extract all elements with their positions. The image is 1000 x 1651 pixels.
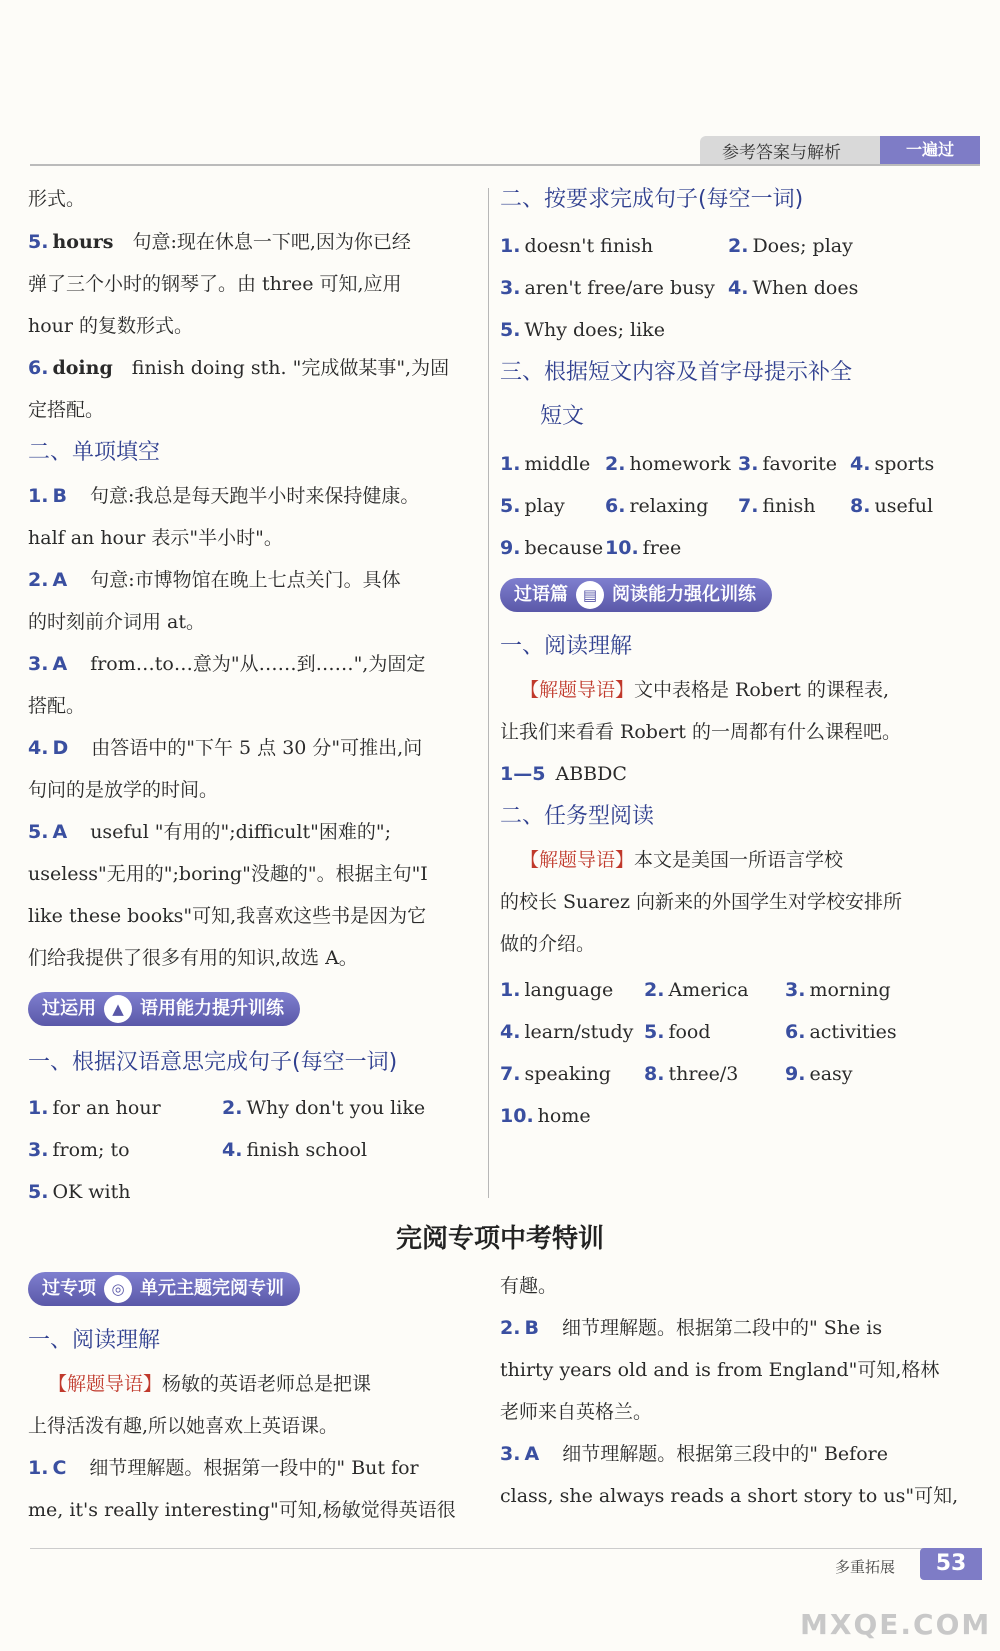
answer-item: 4. When does <box>728 277 859 299</box>
section-heading: 二、单项填空 <box>28 440 161 465</box>
answer-item: 10. home <box>500 1105 591 1127</box>
section-pill-application: 过运用 ▲ 语用能力提升训练 <box>28 992 300 1026</box>
answer-item: 1. language <box>500 979 614 1001</box>
answer-item: 2. homework <box>605 453 731 475</box>
answer-item: 9. easy <box>785 1063 853 1085</box>
answer-item: 3. from; to <box>28 1139 130 1161</box>
answer-item: 3. A 细节理解题。根据第三段中的" Before <box>500 1443 888 1465</box>
page-number: 53 <box>920 1548 982 1580</box>
answer-item: 2. B 细节理解题。根据第二段中的" She is <box>500 1317 883 1339</box>
header-title: 参考答案与解析 <box>722 143 841 163</box>
answer-item: 10. free <box>605 537 682 559</box>
section-heading: 一、阅读理解 <box>500 634 633 659</box>
answer-item: 1. C 细节理解题。根据第一段中的" But for <box>28 1457 419 1479</box>
answer-item: 1—5 ABBDC <box>500 763 627 785</box>
header-rule <box>30 164 980 166</box>
answer-line: class, she always reads a short story to us"可知, <box>500 1485 959 1507</box>
footer-rule <box>30 1548 980 1549</box>
guide-line: 做的介绍。 <box>500 933 596 955</box>
answer-line: hour 的复数形式。 <box>28 315 194 337</box>
section-pill-special: 过专项 ◎ 单元主题完阅专训 <box>28 1272 300 1306</box>
answer-item: 6. activities <box>785 1021 897 1043</box>
answer-item: 8. useful <box>850 495 934 517</box>
answer-item: 8. three/3 <box>644 1063 739 1085</box>
answer-item: 1. for an hour <box>28 1097 161 1119</box>
chart-icon: ▲ <box>104 995 132 1023</box>
answer-item: 1. middle <box>500 453 591 475</box>
bottom-title: 完阅专项中考特训 <box>395 1224 604 1254</box>
answer-line: useless"无用的";boring"没趣的"。根据主句"I <box>28 863 428 885</box>
answer-line: 们给我提供了很多有用的知识,故选 A。 <box>28 947 358 969</box>
answer-item: 9. because <box>500 537 604 559</box>
answer-item: 5. play <box>500 495 565 517</box>
section-heading-cont: 短文 <box>540 404 585 429</box>
answer-line: me, it's really interesting"可知,杨敏觉得英语很 <box>28 1499 456 1521</box>
answer-line: 老师来自英格兰。 <box>500 1401 653 1423</box>
answer-item: 1. B 句意:我总是每天跑半小时来保持健康。 <box>28 485 420 507</box>
answer-line: 句问的是放学的时间。 <box>28 779 219 801</box>
answer-item: 7. speaking <box>500 1063 611 1085</box>
answer-line: 定搭配。 <box>28 399 105 421</box>
guide-line: 的校长 Suarez 向新来的外国学生对学校安排所 <box>500 891 902 913</box>
answer-item: 2. Why don't you like <box>222 1097 426 1119</box>
answer-item: 7. finish <box>738 495 816 517</box>
answer-line: thirty years old and is from England"可知,格林 <box>500 1359 940 1381</box>
guide-line: 上得活泼有趣,所以她喜欢上英语课。 <box>28 1415 339 1437</box>
answer-item: 5. hours 句意:现在休息一下吧,因为你已经 <box>28 231 411 253</box>
guide-line: 【解题导语】本文是美国一所语言学校 <box>520 849 844 871</box>
answer-line: 弹了三个小时的钢琴了。由 three 可知,应用 <box>28 273 402 295</box>
section-heading: 三、根据短文内容及首字母提示补全 <box>500 360 853 385</box>
section-heading: 二、任务型阅读 <box>500 804 655 829</box>
guide-line: 让我们来看看 Robert 的一周都有什么课程吧。 <box>500 721 901 743</box>
guide-line: 【解题导语】文中表格是 Robert 的课程表, <box>520 679 890 701</box>
book-icon: ▤ <box>576 581 604 609</box>
answer-item: 2. America <box>644 979 749 1001</box>
answer-item: 6. doing finish doing sth. "完成做某事",为固 <box>28 357 450 379</box>
compass-icon: ◎ <box>104 1275 132 1303</box>
answer-item: 4. D 由答语中的"下午 5 点 30 分"可推出,问 <box>28 737 423 759</box>
answer-item: 5. Why does; like <box>500 319 665 341</box>
answer-item: 6. relaxing <box>605 495 709 517</box>
column-divider <box>488 188 489 1198</box>
answer-item: 5. A useful "有用的";difficult"困难的"; <box>28 821 391 843</box>
section-heading: 二、按要求完成句子(每空一词) <box>500 187 804 212</box>
guide-line: 【解题导语】杨敏的英语老师总是把课 <box>48 1373 372 1395</box>
answer-item: 1. doesn't finish <box>500 235 654 257</box>
answer-item: 3. morning <box>785 979 891 1001</box>
answer-item: 3. favorite <box>738 453 838 475</box>
left-line: 形式。 <box>28 188 86 210</box>
answer-line: 有趣。 <box>500 1275 558 1297</box>
answer-line: half an hour 表示"半小时"。 <box>28 527 283 549</box>
answer-item: 4. finish school <box>222 1139 368 1161</box>
answer-item: 2. A 句意:市博物馆在晚上七点关门。具体 <box>28 569 401 591</box>
section-heading: 一、根据汉语意思完成句子(每空一词) <box>28 1050 398 1075</box>
answer-item: 5. food <box>644 1021 711 1043</box>
answer-item: 2. Does; play <box>728 235 853 257</box>
answer-line: 搭配。 <box>28 695 86 717</box>
answer-item: 4. learn/study <box>500 1021 634 1043</box>
watermark: MXQE.COM <box>800 1608 992 1641</box>
footer-label: 多重拓展 <box>835 1558 896 1576</box>
answer-item: 5. OK with <box>28 1181 131 1203</box>
answer-item: 3. aren't free/are busy <box>500 277 715 299</box>
section-pill-reading: 过语篇 ▤ 阅读能力强化训练 <box>500 578 772 612</box>
answer-item: 4. sports <box>850 453 935 475</box>
section-heading: 一、阅读理解 <box>28 1328 161 1353</box>
answer-item: 3. A from…to…意为"从……到……",为固定 <box>28 653 426 675</box>
answer-line: 的时刻前介词用 at。 <box>28 611 206 633</box>
header-brand: 一遍过 <box>880 136 980 164</box>
answer-line: like these books"可知,我喜欢这些书是因为它 <box>28 905 427 927</box>
